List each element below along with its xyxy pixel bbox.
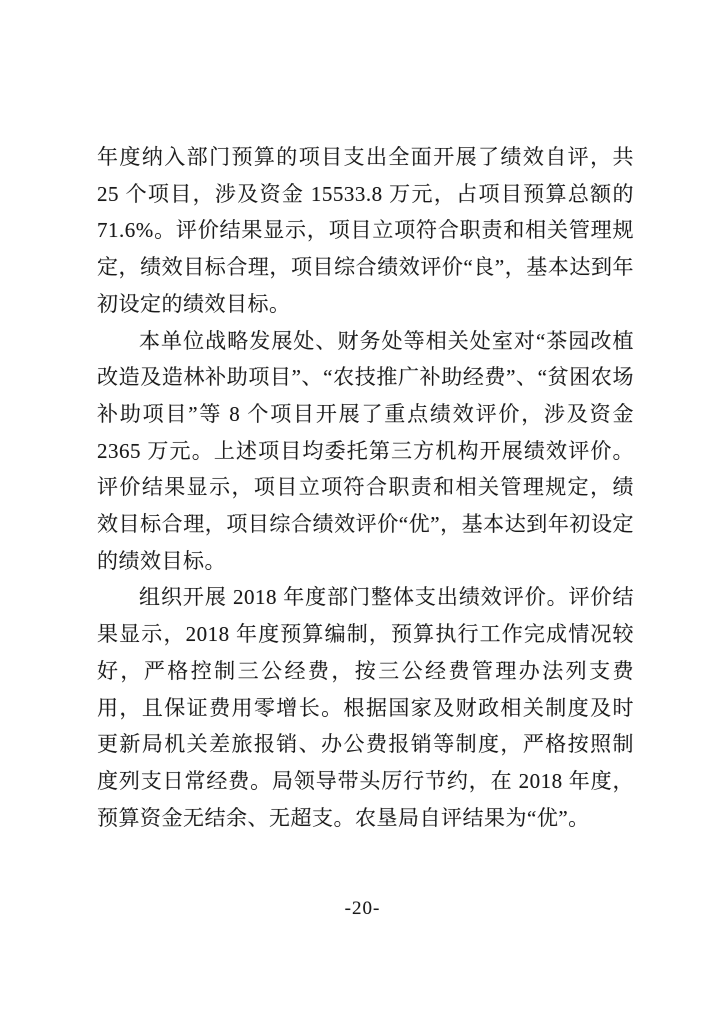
page-number: -20-: [344, 898, 381, 919]
body-paragraph: 组织开展 2018 年度部门整体支出绩效评价。评价结果显示，2018 年度预算编制，预算执行工作完成情况较好，严格控制三公经费，按三公经费管理办法列支费用，且保证费用零增长。根据国家及财政相关制度及时更新局机关差旅报销、办公费报销等制度，严格按照制度列支日常经费。局领导带头厉行节约，在 2018 年度，预算资金无结余、无超支。农垦局自评结果为“优”。: [97, 585, 634, 830]
body-paragraph: 年度纳入部门预算的项目支出全面开展了绩效自评，共 25 个项目，涉及资金 15533.8 万元，占项目预算总额的 71.6%。评价结果显示，项目立项符合职责和相关管理规定，绩效目标合理，项目综合绩效评价“良”，基本达到年初设定的绩效目标。: [97, 145, 634, 316]
body-paragraph: 本单位战略发展处、财务处等相关处室对“茶园改植改造及造林补助项目”、“农技推广补助经费”、“贫困农场补助项目”等 8 个项目开展了重点绩效评价，涉及资金 2365 万元。上述项目均委托第三方机构开展绩效评价。评价结果显示，项目立项符合职责和相关管理规定，绩效目标合理，项目综合绩效评价“优”，基本达到年初设定的绩效目标。: [97, 328, 634, 573]
document-body: [97, 139, 634, 836]
